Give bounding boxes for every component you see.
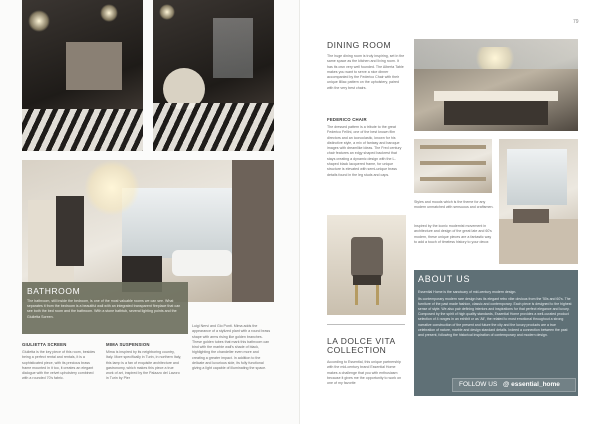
giulietta-heading: GIULIETTA SCREEN	[22, 342, 67, 347]
mima-heading: MIMA SUSPENSION	[106, 342, 150, 347]
bathroom-title: BATHROOM	[27, 286, 81, 296]
sitting-room-photo	[153, 0, 274, 151]
dolce-vita-title-line1: LA DOLCE VITA	[327, 336, 396, 346]
dining-room-intro: The huge dining room is truly inspiring, set in the same space as the kitchen and living room. It has its own very well founded. The Alberta Table makes you want to serve a nice dinner accompanied by the Federico Chair with their unique lilliac pattern on the upholstery, paired with the very best chairs.	[327, 54, 405, 90]
instagram-handle: @ essential_home	[503, 381, 560, 388]
bedroom-photo-left	[22, 0, 143, 151]
dolce-vita-title-line2: COLLECTION	[327, 345, 387, 355]
federico-chair-heading: FEDERICO CHAIR	[327, 117, 367, 122]
page-number: 79	[573, 19, 579, 25]
about-us-text	[418, 290, 574, 338]
dolce-vita-rule	[327, 324, 405, 325]
about-us-title: ABOUT US	[418, 274, 471, 284]
mima-text: Mima is inspired by its neighboring country, Italy. More specifically in Turin, in northern Italy, this lamp is a fan of exquisite architecture and gastronomy, which makes this piece a true work of art, inspired by the Palazzo del Lavoro in Turin by Pier	[106, 350, 182, 381]
caption-text: Styles and moods which is the theme for any modern unmatched with sensuous and craftsmen.	[414, 200, 494, 210]
mima-text-continued: Luigi Nervi and Gio Ponti. Mima adds the appearance of a stylized plant with a round brass shape with arms rising like golden branches. These golden tubes that mark this bathroom can bind with the marble wall's shade of black, highlighting the chandelier even more and creating a greater impact. In addition to the delicate and luxurious side, its fully functional giving a light capable of illuminating the space.	[192, 324, 271, 371]
kitchen-photo	[499, 139, 578, 264]
mima-suspension-lamp	[84, 160, 140, 216]
follow-us-link[interactable]	[452, 378, 576, 392]
giulietta-text: Giulietta is the key piece of this room, besides being a perfect rental and rentals, it is a sophisticated piece, with its precious brass frame mounted in it too, it creates an elegant dialogue with the velvet upholstery combined with a rounded 70's fabric.	[22, 350, 96, 381]
about-us-body: Its contemporary modern rare design has its elegant retro vibe obvious from the '50s and 60's. The furniture of the past made fashion, classic and contemporary. Each piece is designed to the highest sense of style. We also pair defining interiors and inspirations for that perfect elegance and luxury. Composed by the spirit of high quality standards, Essential Home provides a well-curated product selection of 4 ranges in an exhibit or as 'All', the related to most emotional throughout a strong narrative construction of the present and future the city and the luxury products are a true celebration of nature, marble and design standard details. Indeed a connection between the past and present, following the historical inspiration of contemporary and modern design.	[418, 297, 572, 337]
shelving-photo	[414, 139, 492, 193]
bathroom-photo	[22, 160, 274, 302]
federico-chair-text: The dressed pattern is a tribute to the great Federico Fellini, one of the best known film directors and an iconoclastic, known for his distinctive style, a mix of fantasy and baroque images with dreamlike ideas. The Fred century chair features an edgy shaped backrest that stays creating a dynamic design with the L-shaped black lacquered frame, for unique structure is elevated with semi-unique brass details found in the leg studs and caps.	[327, 125, 402, 177]
about-us-line1: Essential Home is the sanctuary of mid-century modern design.	[418, 290, 517, 294]
dining-room-photo	[414, 39, 578, 131]
follow-us-label: FOLLOW US	[459, 381, 498, 388]
bathroom-text: The bathroom, still inside the bedroom, is one of the most valuable rooms we can see. What separates it from the bedroom is a beautiful wall with an integrated transparent fireplace that can see both the bed room and the bathroom. With a stone bathtub, several lighting points and the Giulietta Screen.	[27, 299, 181, 319]
caption-text-2: Inspired by the iconic modernist movement in architecture and design of the great late and 60's modern, these unique pieces are a fantastic way to add a touch of timeless history to your decor.	[414, 224, 492, 244]
federico-chair-photo	[327, 215, 406, 315]
dining-room-title: DINING ROOM	[327, 40, 392, 50]
dolce-vita-text: According to Essential, this unique partnership with the mid-century brand Essential Home makes a challenge that you with enthusiasm because it gives me the opportunity to work on one of my favorite	[327, 360, 402, 386]
